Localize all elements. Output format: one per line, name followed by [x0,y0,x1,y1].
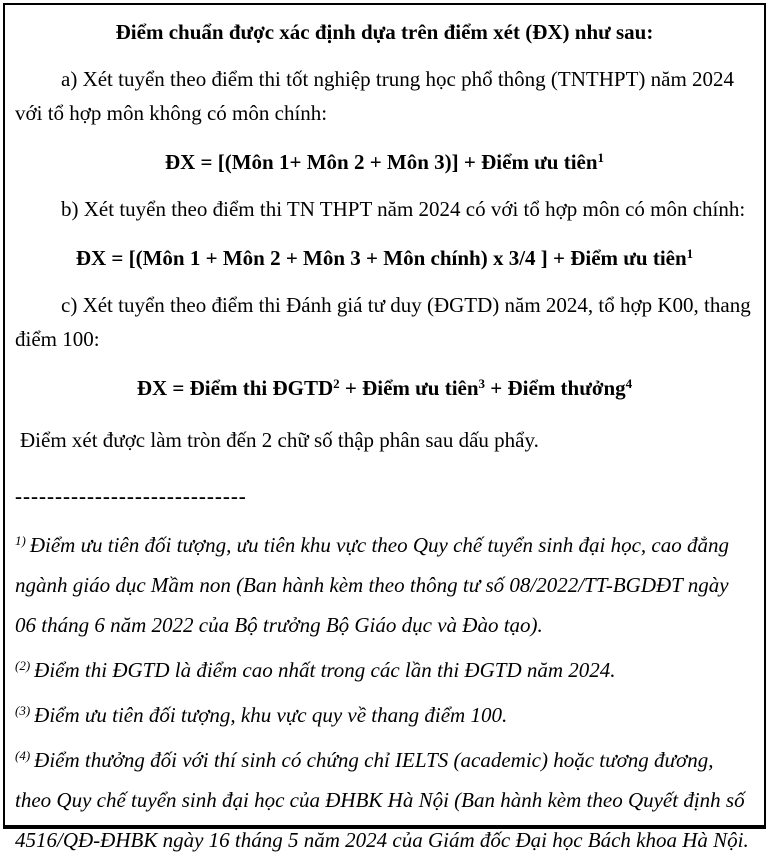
document-frame [3,3,766,852]
footnotes-section [15,525,754,860]
paragraph-b: b) Xét tuyển theo điểm thi TN THPT năm 2024 có với tổ hợp môn có môn chính: [61,197,746,221]
formula-c-superscript-2: 2 [333,376,340,391]
footnote-2-text: Điểm thi ĐGTD là điểm cao nhất trong các lần thi ĐGTD năm 2024. [34,658,616,682]
formula-a [15,147,754,177]
formula-c [15,373,754,403]
formula-c-superscript-4: 4 [625,376,633,391]
formula-a-superscript: 1 [597,150,605,165]
footnote-4-marker: (4) [15,748,31,763]
formula-c-part-2: + Điểm ưu tiên [339,376,479,400]
formula-b [15,243,754,273]
footnote-4-text: Điểm thưởng đối với thí sinh có chứng chỉ IELTS (academic) hoặc tương đương, theo Quy chế tuyển sinh đại học của ĐHBK Hà Nội (Ban hành kèm theo Quyết định số 4516/QĐ-ĐHBK ngày 16 tháng 5 năm 2024 của Giám đốc Đại học Bách khoa Hà Nội. [15,748,749,852]
rounding-note: Điểm xét được làm tròn đến 2 chữ số thập phân sau dấu phẩy. [20,428,539,452]
footnote-separator: ----------------------------- [15,484,247,508]
footnote-2-marker: (2) [15,658,31,673]
footnote-1-text: Điểm ưu tiên đối tượng, ưu tiên khu vực theo Quy chế tuyển sinh đại học, cao đẳng ngành giáo dục Mầm non (Ban hành kèm theo thông tư số 08/2022/TT-BGDĐT ngày 06 tháng 6 năm 2022 của Bộ trưởng Bộ Giáo dục và Đào tạo). [15,533,729,637]
footnote-1 [15,525,754,645]
footnote-1-marker: 1) [15,533,26,548]
paragraph-c: c) Xét tuyển theo điểm thi Đánh giá tư duy (ĐGTD) năm 2024, tổ hợp K00, thang điểm 100: [15,293,751,351]
formula-c-superscript-3: 3 [478,376,486,391]
formula-c-part-1: ĐX = Điểm thi ĐGTD [136,376,334,400]
footnote-2 [15,650,754,690]
document-title: Điểm chuẩn được xác định dựa trên điểm xét (ĐX) như sau: [115,20,654,44]
footnote-4 [15,740,754,860]
footnote-3 [15,695,754,735]
formula-c-part-3: + Điểm thưởng [485,376,626,400]
formula-b-superscript: 1 [686,246,694,261]
formula-a-text: ĐX = [(Môn 1+ Môn 2 + Môn 3)] + Điểm ưu tiên [164,150,598,174]
footnote-3-text: Điểm ưu tiên đối tượng, khu vực quy về thang điểm 100. [34,703,508,727]
formula-b-text: ĐX = [(Môn 1 + Môn 2 + Môn 3 + Môn chính) x 3/4 ] + Điểm ưu tiên [75,246,687,270]
paragraph-a: a) Xét tuyển theo điểm thi tốt nghiệp trung học phổ thông (TNTHPT) năm 2024 với tổ hợp môn không có môn chính: [15,67,735,125]
footnote-3-marker: (3) [15,703,31,718]
